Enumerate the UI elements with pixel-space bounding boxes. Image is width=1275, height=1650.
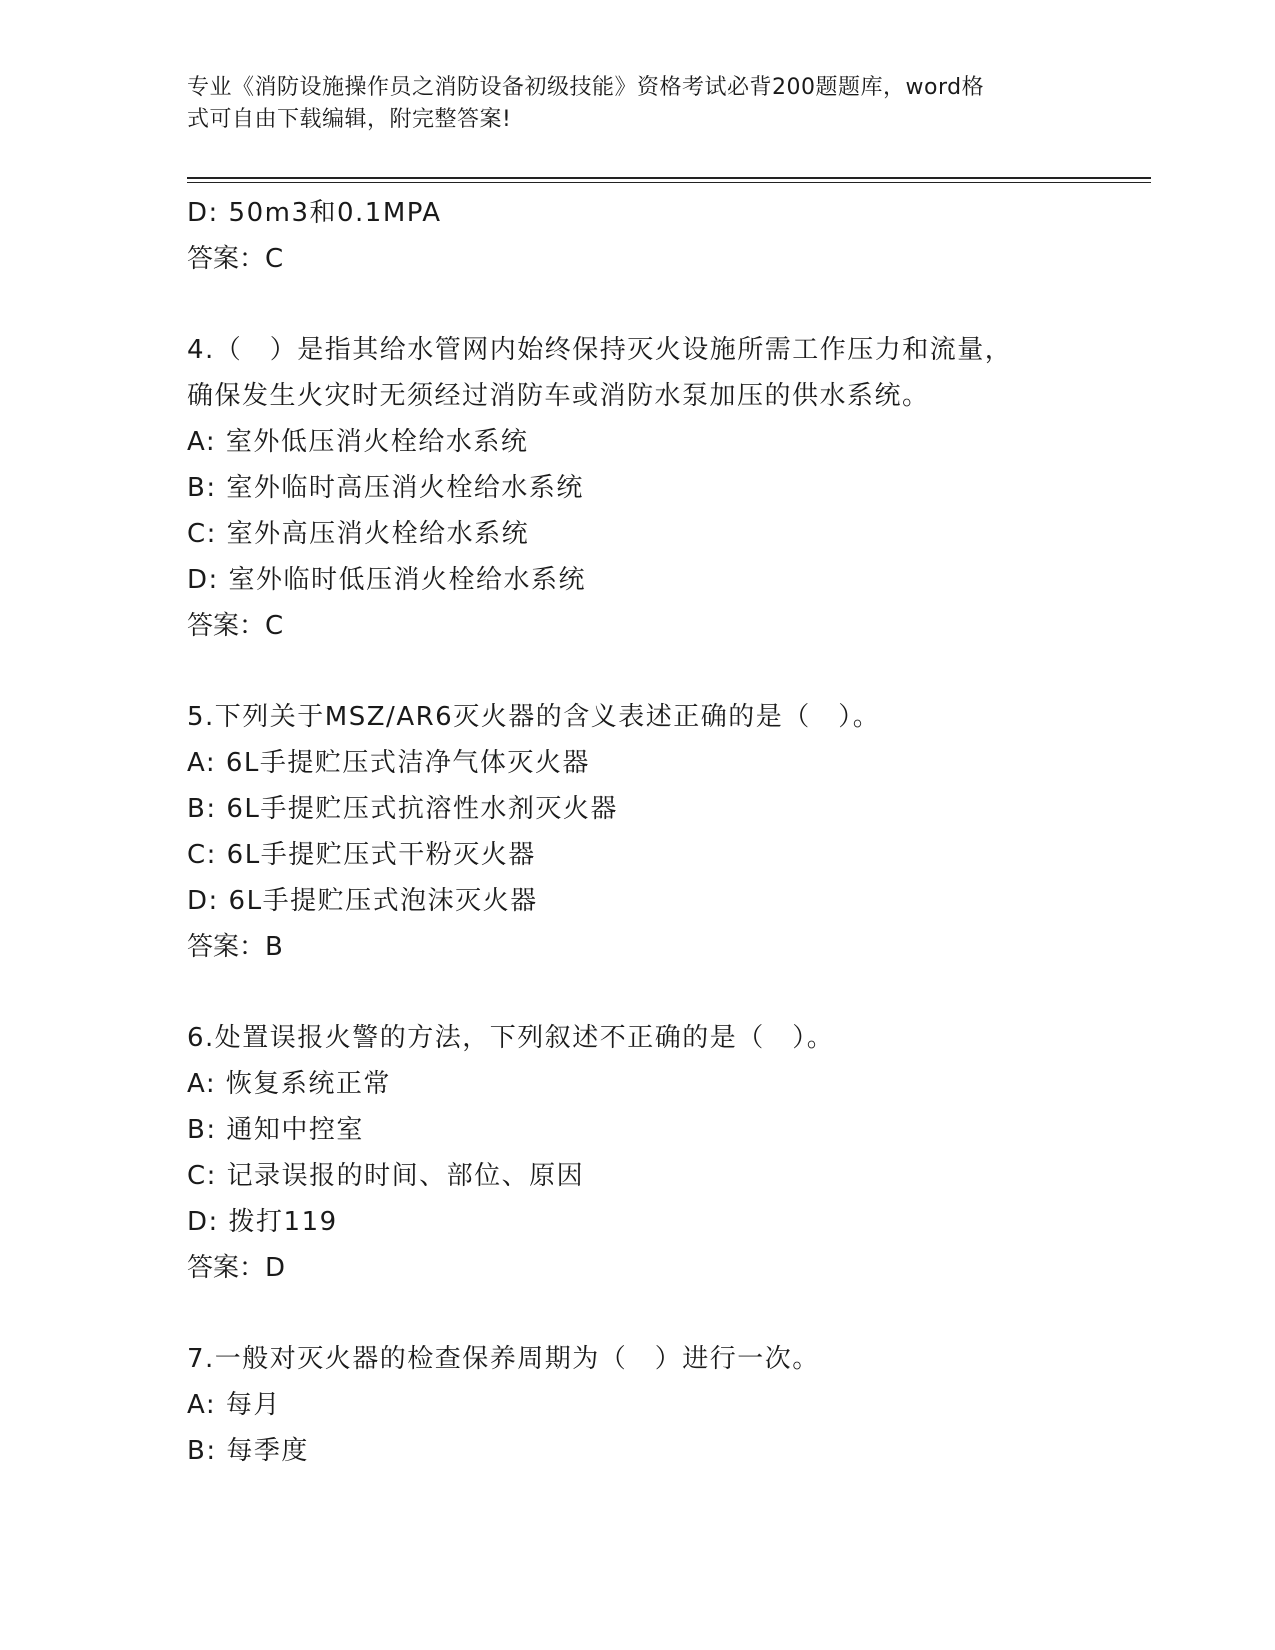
question-stem: 5.下列关于MSZ/AR6灭火器的含义表述正确的是（ ）。 xyxy=(187,702,881,732)
option-b: B: 室外临时高压消火栓给水系统 xyxy=(187,473,584,503)
document-header xyxy=(187,72,1067,136)
question-stem-line-1: 4.（ ）是指其给水管网内始终保持灭火设施所需工作压力和流量， xyxy=(187,335,1013,365)
option-c: C: 记录误报的时间、部位、原因 xyxy=(187,1161,585,1191)
question-5 xyxy=(187,694,1087,970)
answer-line: 答案：D xyxy=(187,1253,286,1283)
question-stem: 6.处置误报火警的方法，下列叙述不正确的是（ ）。 xyxy=(187,1023,835,1053)
option-b: B: 通知中控室 xyxy=(187,1115,364,1145)
spacer xyxy=(187,1291,1087,1336)
option-d: D: 6L手提贮压式泡沫灭火器 xyxy=(187,886,538,916)
option-c: C: 室外高压消火栓给水系统 xyxy=(187,519,530,549)
option-a: A: 每月 xyxy=(187,1390,281,1420)
option-a: A: 恢复系统正常 xyxy=(187,1069,391,1099)
header-divider-thin xyxy=(187,182,1151,183)
question-3-tail xyxy=(187,190,1087,282)
option-a: A: 6L手提贮压式洁净气体灭火器 xyxy=(187,748,590,778)
header-title-line-2: 式可自由下载编辑，附完整答案! xyxy=(187,107,512,132)
answer-line: 答案：C xyxy=(187,244,284,274)
header-title-line-1: 专业《消防设施操作员之消防设备初级技能》资格考试必背200题题库，word格 xyxy=(187,75,985,100)
question-6 xyxy=(187,1015,1087,1291)
question-stem-line-2: 确保发生火灾时无须经过消防车或消防水泵加压的供水系统。 xyxy=(187,381,930,411)
answer-line: 答案：B xyxy=(187,932,283,962)
question-stem: 7.一般对灭火器的检查保养周期为（ ）进行一次。 xyxy=(187,1344,820,1374)
option-b: B: 每季度 xyxy=(187,1436,309,1466)
spacer xyxy=(187,282,1087,327)
option-a: A: 室外低压消火栓给水系统 xyxy=(187,427,529,457)
option-c: C: 6L手提贮压式干粉灭火器 xyxy=(187,840,536,870)
option-d: D: 50m3和0.1MPA xyxy=(187,198,442,228)
option-d: D: 拨打119 xyxy=(187,1207,338,1237)
spacer xyxy=(187,970,1087,1015)
question-4 xyxy=(187,327,1087,649)
question-7 xyxy=(187,1336,1087,1474)
option-b: B: 6L手提贮压式抗溶性水剂灭火器 xyxy=(187,794,618,824)
spacer xyxy=(187,649,1087,694)
option-d: D: 室外临时低压消火栓给水系统 xyxy=(187,565,587,595)
answer-line: 答案：C xyxy=(187,611,284,641)
question-list xyxy=(187,190,1087,1474)
header-divider-thick xyxy=(187,177,1151,179)
